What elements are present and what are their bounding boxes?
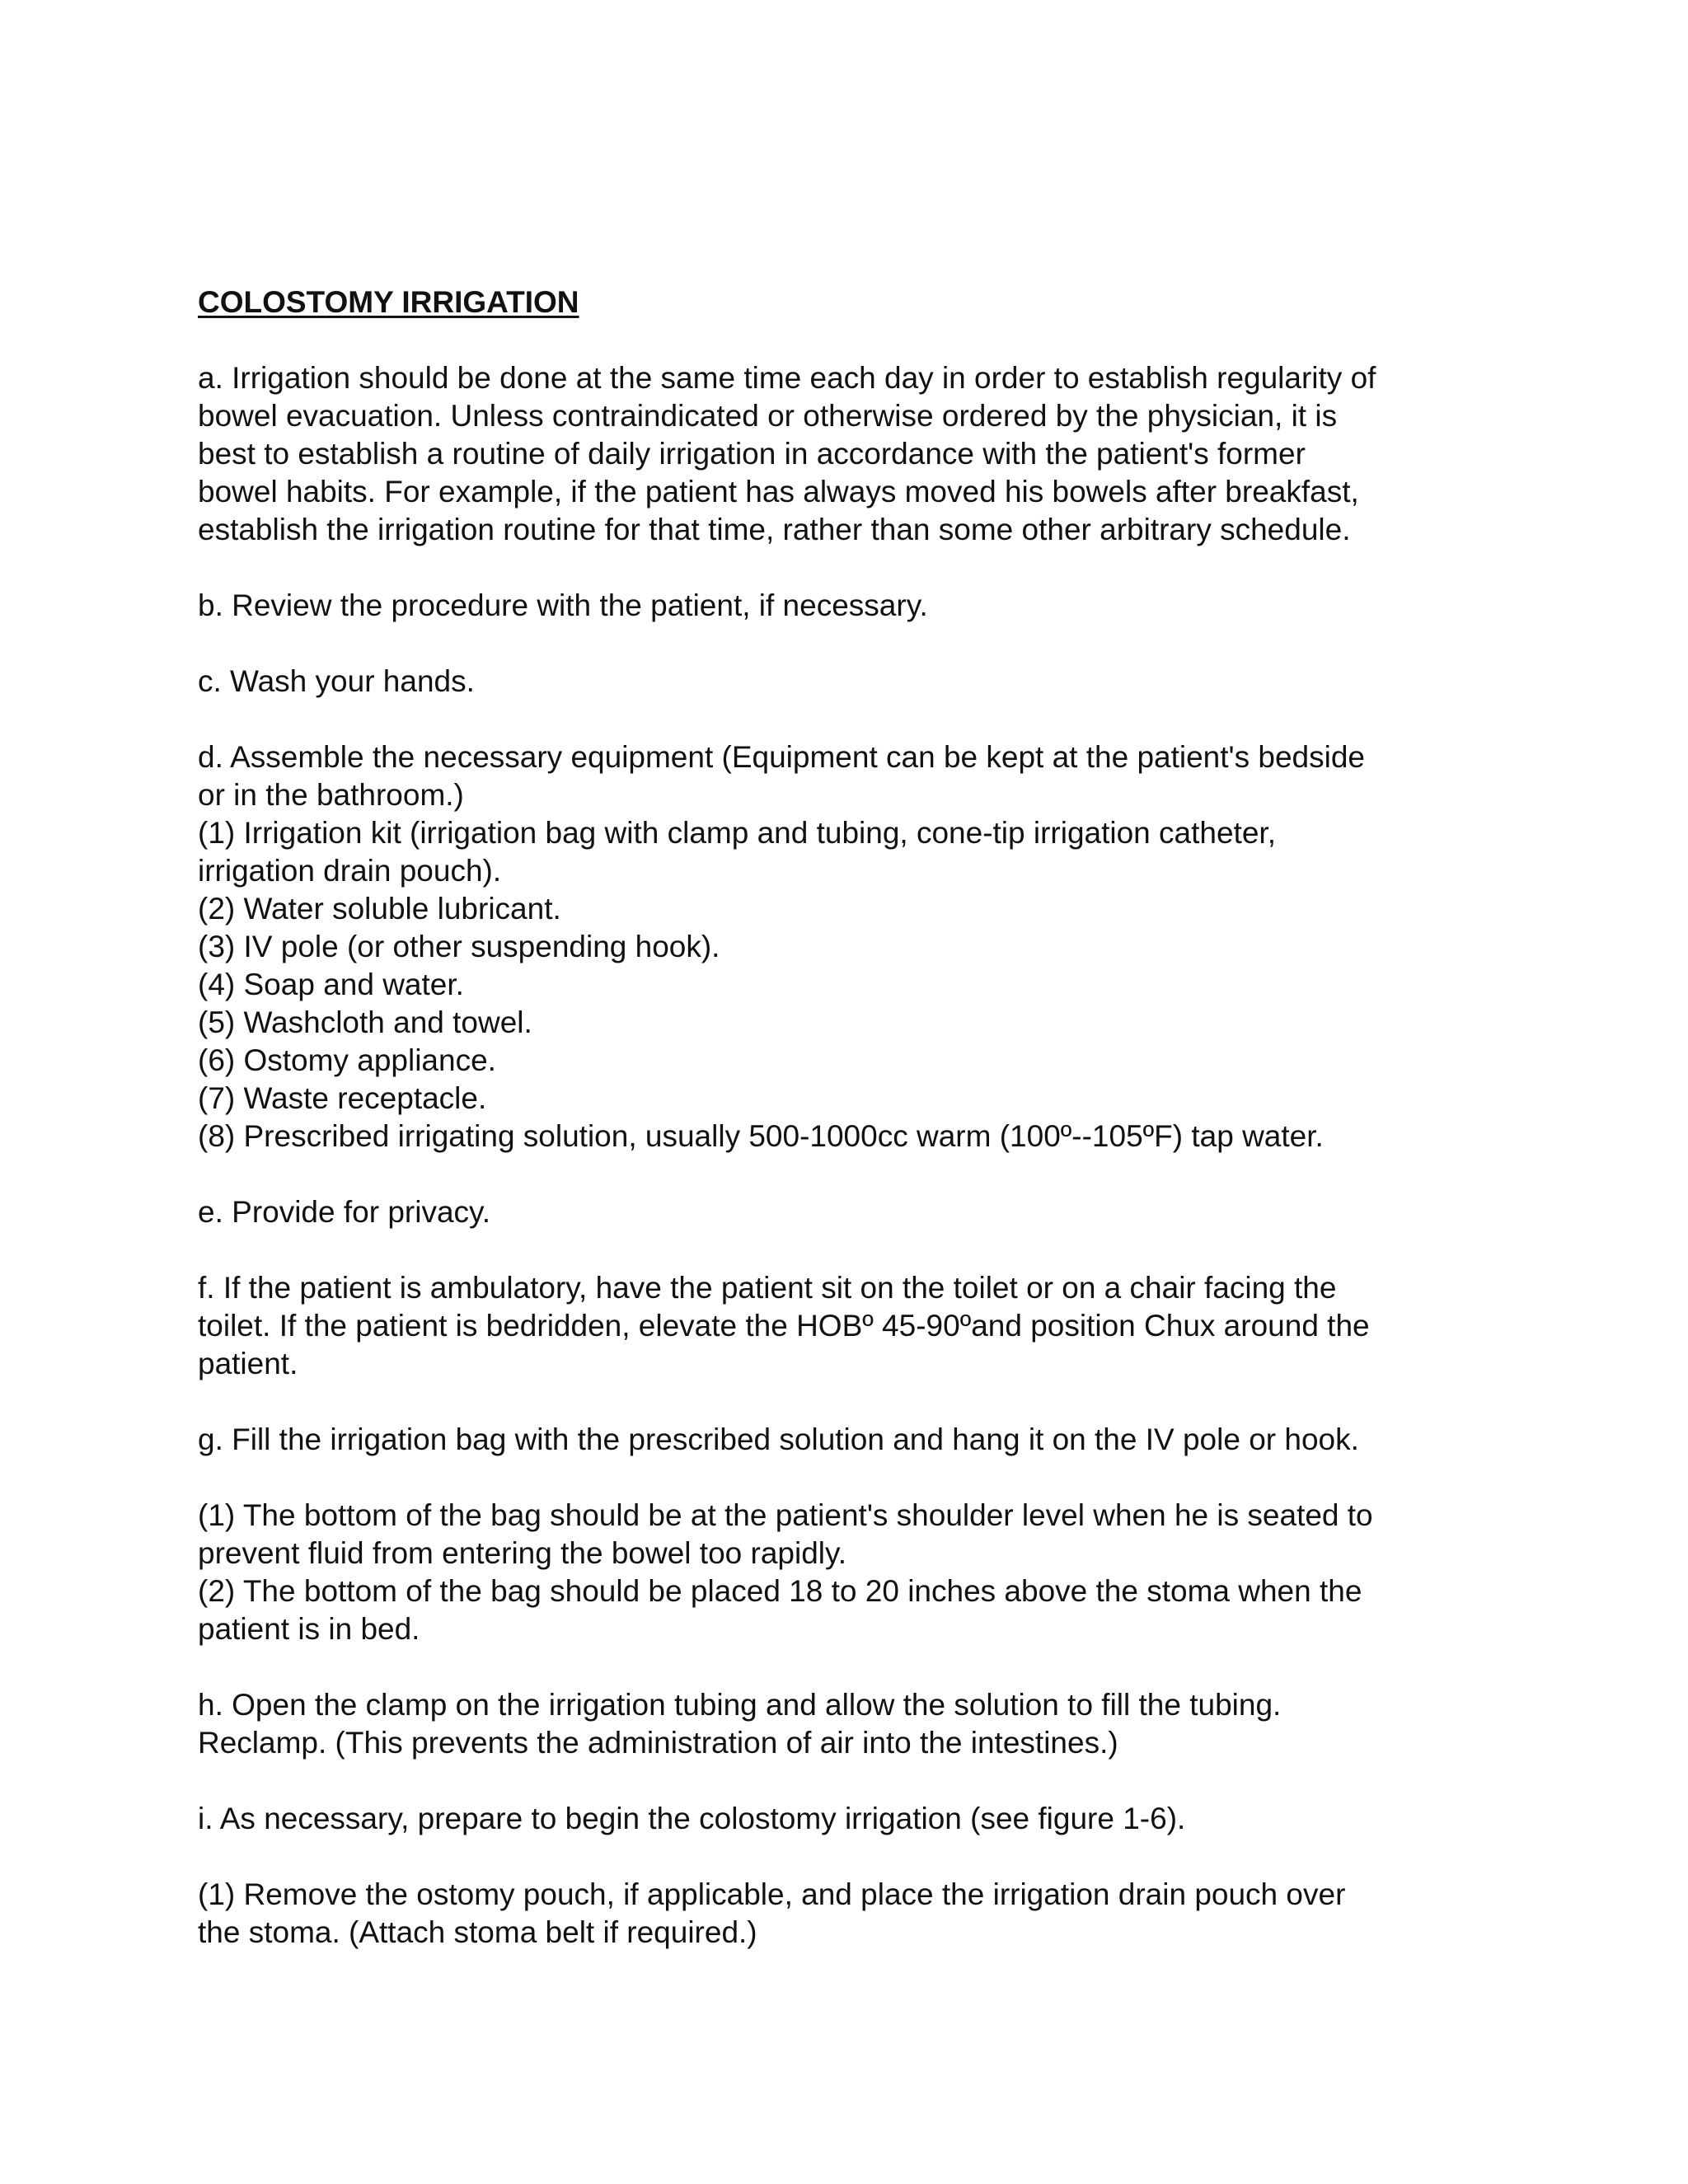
paragraph-line: bowel habits. For example, if the patient has always moved his bowels after breakfast, — [198, 475, 1359, 509]
paragraph-line: (2) The bottom of the bag should be placed 18 to 20 inches above the stoma when the — [198, 1574, 1362, 1608]
paragraph-line: b. Review the procedure with the patient, if necessary. — [198, 588, 928, 622]
equipment-item: (4) Soap and water. — [198, 968, 464, 1001]
paragraph-g-sub — [198, 1497, 1500, 1648]
paragraph-h — [198, 1686, 1500, 1762]
paragraph-b — [198, 587, 1500, 625]
paragraph-line: e. Provide for privacy. — [198, 1195, 491, 1229]
equipment-item: (7) Waste receptacle. — [198, 1081, 487, 1115]
paragraph-a — [198, 359, 1500, 549]
paragraph-i-sub — [198, 1876, 1500, 1952]
page-title: COLOSTOMY IRRIGATION — [198, 285, 579, 319]
equipment-item: (6) Ostomy appliance. — [198, 1043, 496, 1077]
paragraph-line: h. Open the clamp on the irrigation tubing and allow the solution to fill the tubing. — [198, 1688, 1282, 1722]
paragraph-line: bowel evacuation. Unless contraindicated or otherwise ordered by the physician, it is — [198, 399, 1338, 433]
paragraph-line: the stoma. (Attach stoma belt if required.) — [198, 1915, 757, 1949]
paragraph-line: (1) Remove the ostomy pouch, if applicable, and place the irrigation drain pouch over — [198, 1877, 1346, 1911]
paragraph-line: patient is in bed. — [198, 1612, 420, 1646]
paragraph-line: Reclamp. (This prevents the administration of air into the intestines.) — [198, 1726, 1118, 1760]
paragraph-line: prevent fluid from entering the bowel too rapidly. — [198, 1536, 847, 1570]
equipment-item: (8) Prescribed irrigating solution, usually 500-1000cc warm (100º--105ºF) tap water. — [198, 1119, 1324, 1153]
paragraph-f — [198, 1269, 1500, 1383]
paragraph-line: c. Wash your hands. — [198, 664, 475, 698]
paragraph-line: a. Irrigation should be done at the same time each day in order to establish regularity of — [198, 361, 1376, 395]
equipment-item: (5) Washcloth and towel. — [198, 1005, 532, 1039]
paragraph-line: d. Assemble the necessary equipment (Equipment can be kept at the patient's bedside — [198, 740, 1365, 774]
paragraph-i — [198, 1800, 1500, 1838]
paragraph-e — [198, 1193, 1500, 1231]
paragraph-g — [198, 1421, 1500, 1459]
equipment-item: irrigation drain pouch). — [198, 854, 502, 888]
paragraph-line: (1) The bottom of the bag should be at the patient's shoulder level when he is seated to — [198, 1498, 1373, 1532]
paragraph-line: or in the bathroom.) — [198, 778, 464, 812]
paragraph-line: best to establish a routine of daily irrigation in accordance with the patient's former — [198, 437, 1306, 471]
equipment-item: (1) Irrigation kit (irrigation bag with clamp and tubing, cone-tip irrigation catheter, — [198, 816, 1276, 850]
paragraph-line: establish the irrigation routine for that time, rather than some other arbitrary schedule. — [198, 513, 1351, 546]
equipment-item: (3) IV pole (or other suspending hook). — [198, 930, 720, 963]
document-page — [198, 284, 1500, 1952]
paragraph-d — [198, 738, 1500, 1155]
paragraph-line: f. If the patient is ambulatory, have the patient sit on the toilet or on a chair facing the — [198, 1271, 1337, 1305]
paragraph-line: i. As necessary, prepare to begin the colostomy irrigation (see figure 1-6). — [198, 1802, 1186, 1835]
paragraph-line: patient. — [198, 1347, 298, 1380]
paragraph-c — [198, 663, 1500, 701]
paragraph-line: g. Fill the irrigation bag with the prescribed solution and hang it on the IV pole or hook. — [198, 1422, 1359, 1456]
equipment-item: (2) Water soluble lubricant. — [198, 892, 561, 926]
paragraph-line: toilet. If the patient is bedridden, elevate the HOBº 45-90ºand position Chux around the — [198, 1309, 1370, 1343]
